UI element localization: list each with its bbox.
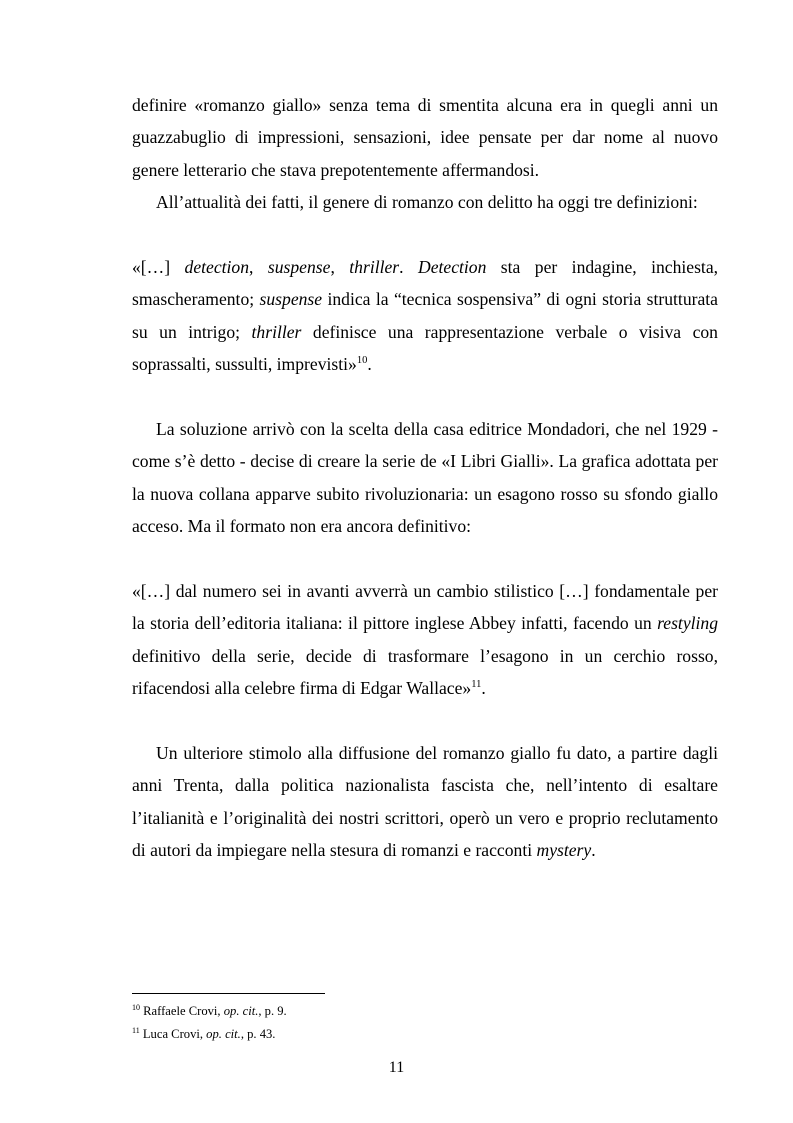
quote-text: .: [399, 257, 418, 278]
footnote-author: Raffaele Crovi,: [143, 1004, 224, 1018]
footnotes: [132, 993, 718, 1046]
quote-text: definitivo della serie, decide di trasformare l’esagono in un cerchio rosso, rifacendosi alla celebre firma di Edgar Wallace»: [132, 645, 718, 699]
quote-text: «[…] dal numero sei in avanti avverrà un cambio stilistico […] fondamentale per la storia dell’editoria italiana: il pittore inglese Abbey infatti, facendo un: [132, 581, 718, 634]
quote-text: definisce una rappresentazione verbale o visiva con soprassalti, sussulti, imprevisti»: [132, 321, 718, 375]
italic-term: mystery: [536, 840, 592, 861]
footnote-page: , p. 43.: [240, 1027, 276, 1041]
quotation-2: [132, 575, 718, 705]
footnote-separator: [132, 993, 325, 994]
quote-italic-term: restyling: [657, 613, 718, 634]
page-body: [132, 89, 718, 867]
footnote-11: [132, 1023, 718, 1046]
quotation-1: [132, 251, 718, 381]
paragraph-1: definire «romanzo giallo» senza tema di smentita alcuna era in quegli anni un guazzabuglio di impressioni, sensazioni, idee pensate per dar nome al nuovo genere letterario che stava prepotentemente affermandosi.: [132, 95, 718, 180]
quote-text: .: [481, 678, 486, 699]
paragraph-4: [132, 737, 718, 867]
page-number: 11: [388, 1059, 405, 1076]
footnote-10: [132, 1000, 718, 1023]
quote-text: «[…]: [132, 257, 185, 278]
footnote-author: Luca Crovi,: [142, 1027, 207, 1041]
quote-text: indica la “tecnica sospensiva” di ogni storia strutturata su un intrigo;: [132, 289, 718, 342]
footnote-page: , p. 9.: [258, 1004, 287, 1018]
footnote-number: 11: [132, 1025, 140, 1035]
paragraph-text: .: [591, 840, 596, 861]
paragraph-text: Un ulteriore stimolo alla diffusione del romanzo giallo fu dato, a partire dagli anni Trenta, dalla politica nazionalista fascista che, nell’intento di esaltare l’italianità e l’originalità dei nostri scrittori, operò un vero e proprio reclutamento di autori da impiegare nella stesura di romanzi e racconti: [132, 743, 718, 861]
footnote-ref: op. cit.: [223, 1004, 259, 1018]
paragraph-2: All’attualità dei fatti, il genere di romanzo con delitto ha oggi tre definizioni:: [156, 192, 698, 213]
quote-italic-term: suspense: [259, 289, 323, 310]
quote-text: .: [367, 354, 372, 375]
footnote-marker-11[interactable]: 11: [471, 679, 482, 691]
quote-italic-term: Detection: [417, 257, 487, 278]
footnote-number: 10: [132, 1002, 140, 1012]
footnote-ref: op. cit.: [206, 1027, 241, 1041]
quote-italic-term: detection: [184, 257, 250, 278]
quote-text: ,: [330, 257, 350, 278]
quote-text: ,: [249, 257, 268, 278]
quote-italic-term: thriller: [251, 321, 302, 342]
quote-text: sta per indagine, inchiesta, smascheramento;: [132, 257, 719, 310]
paragraph-3: La soluzione arrivò con la scelta della casa editrice Mondadori, che nel 1929 - come s’è detto - decise di creare la serie de «I Libri Gialli». La grafica adottata per la nuova collana apparve subito rivoluzionaria: un esagono rosso su sfondo giallo acceso. Ma il formato non era ancora definitivo:: [132, 419, 718, 537]
quote-italic-term: suspense: [267, 257, 331, 278]
quote-italic-term: thriller: [349, 257, 400, 278]
footnote-marker-10[interactable]: 10: [356, 355, 368, 367]
